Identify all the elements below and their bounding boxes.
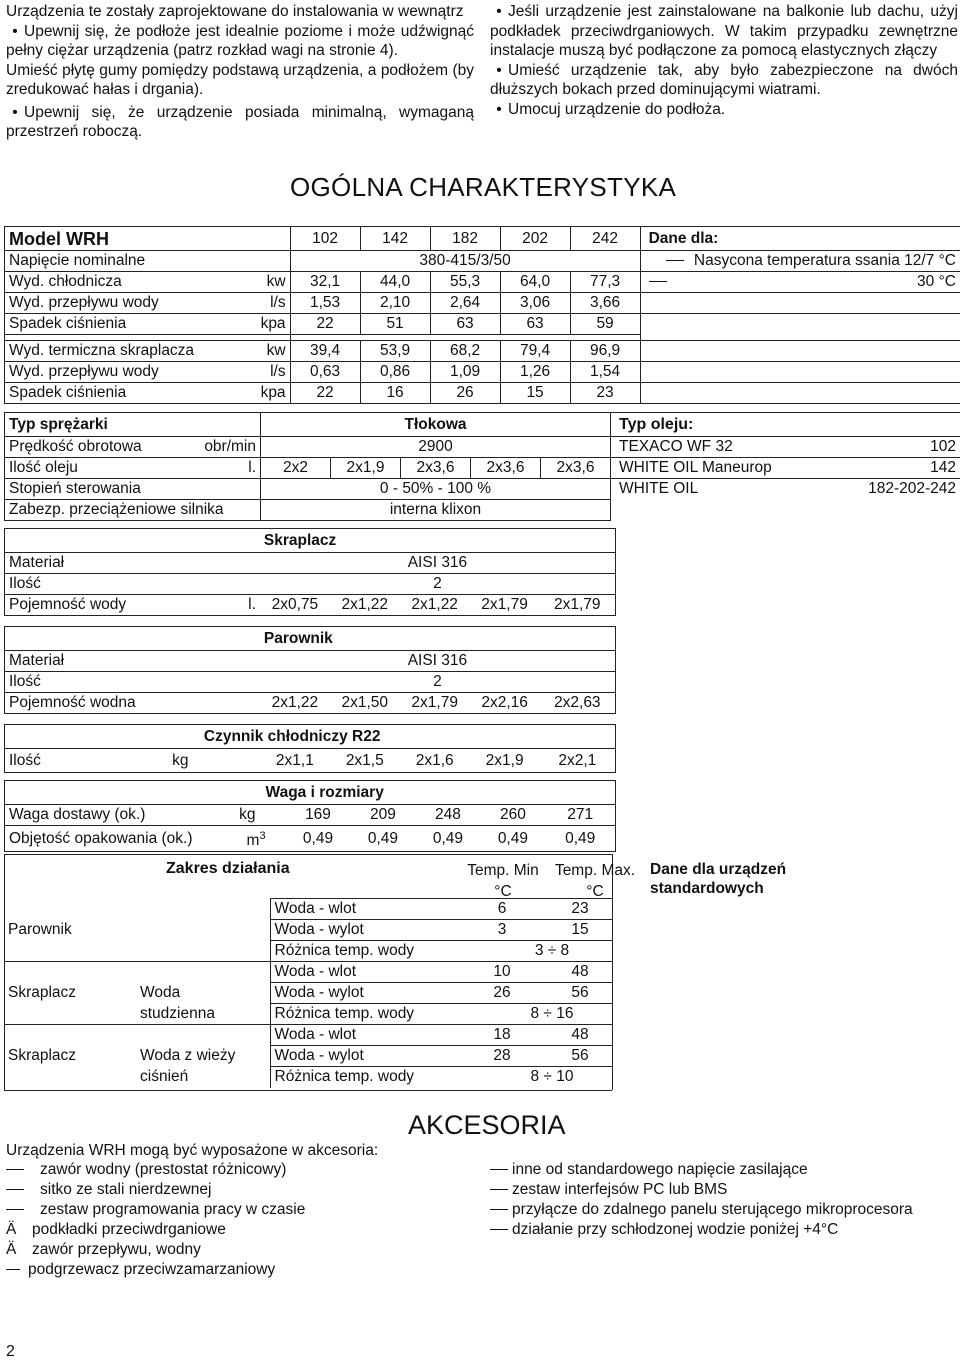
perf-value: 51	[360, 314, 430, 335]
accessory-item: przyłącze do zdalnego panelu sterującego mikroprocesora	[490, 1200, 958, 1220]
perf-value: 0,63	[290, 362, 360, 383]
accessory-item: inne od standardowego napięcie zasilające	[490, 1160, 958, 1180]
model-label: Model WRH	[5, 227, 291, 251]
intro-right-p0: • Jeśli urządzenie jest zainstalowane na balkonie lub dachu, użyj podkładek przeciwdrganiowych. W takim przypadku zewnętrzne instalacje muszą być podłączone za pomocą elastycznych złączy	[490, 2, 958, 61]
perf-value: 53,9	[360, 341, 430, 362]
voltage-row	[5, 251, 960, 272]
range-group-name: Parownik	[8, 920, 72, 938]
weights-title: Waga i rozmiary	[262, 781, 592, 805]
evaporator-title-row	[5, 627, 616, 651]
ship-weight-value: 169	[286, 805, 351, 826]
perf-value: 2,10	[360, 293, 430, 314]
pack-volume-row	[5, 826, 616, 852]
perf-label: Wyd. przepływu wody	[5, 293, 199, 314]
oil-qty-value: 2x3,6	[401, 458, 471, 479]
model-182: 182	[430, 227, 500, 251]
speed-unit: obr/min	[169, 437, 261, 458]
condenser-capacity-row	[5, 595, 616, 616]
material-label: Materiał	[5, 651, 260, 672]
protect-row	[5, 500, 960, 521]
oil-qty-label: Ilość oleju	[5, 458, 169, 479]
capacity-value: 2x2,16	[470, 693, 540, 714]
dane-dla-label: Dane dla:	[640, 227, 960, 251]
accessory-item: Ä podkładki przeciwdrganiowe	[6, 1221, 226, 1238]
oil-qty-value: 2x2	[261, 458, 331, 479]
range-min: 6	[456, 899, 548, 920]
range-row-label: Woda - wylot	[270, 1046, 456, 1067]
perf-unit: l/s	[198, 362, 290, 383]
refrigerant-qty-value: 2x1,6	[400, 749, 470, 773]
capacity-value: 2x0,75	[260, 595, 330, 616]
material-value: AISI 316	[260, 651, 616, 672]
weights-title-row	[5, 781, 616, 805]
condenser-title: Skraplacz	[260, 529, 616, 553]
perf-value: 68,2	[430, 341, 500, 362]
range-row-label: Różnica temp. wody	[270, 941, 456, 962]
capacity-value: 2x1,22	[330, 595, 400, 616]
perf-unit: l/s	[198, 293, 290, 314]
weights-table	[4, 780, 616, 852]
ship-weight-unit: kg	[197, 805, 286, 826]
ship-weight-row	[5, 805, 616, 826]
range-group-name: Skraplacz	[8, 984, 77, 1001]
perf-value: 3,06	[500, 293, 570, 314]
count-value: 2	[260, 574, 616, 595]
perf-value: 77,3	[570, 272, 640, 293]
evaporator-table	[4, 626, 616, 714]
refrigerant-qty-label: Ilość	[5, 749, 169, 773]
capacity-label: Pojemność wodna	[5, 693, 260, 714]
perf-value: 2,64	[430, 293, 500, 314]
standard-units-note: Dane dla urządzeń standardowych	[650, 861, 787, 897]
oil-qty-unit: l.	[169, 458, 261, 479]
capacity-value: 2x1,50	[330, 693, 400, 714]
perf-row-4	[5, 362, 960, 383]
model-header-row	[5, 227, 960, 251]
perf-value: 1,09	[430, 362, 500, 383]
range-row-label: Woda - wylot	[270, 920, 456, 941]
refrigerant-qty-value: 2x1,9	[470, 749, 540, 773]
ship-weight-value: 248	[415, 805, 480, 826]
range-row	[4, 983, 612, 1004]
ship-weight-value: 271	[545, 805, 615, 826]
control-value: 0 - 50% - 100 %	[261, 479, 611, 500]
ship-weight-value: 260	[480, 805, 545, 826]
perf-value: 22	[290, 383, 360, 404]
condenser-title-row	[5, 529, 616, 553]
intro-left-p3: • Upewnij się, że urządzenie posiada minimalną, wymaganą przestrzeń roboczą.	[6, 103, 474, 142]
perf-label: Wyd. termiczna skraplacza	[5, 341, 199, 362]
refrigerant-table	[4, 724, 616, 773]
perf-label: Spadek ciśnienia	[5, 383, 199, 404]
range-row	[4, 1046, 612, 1067]
intro-left-p1: • Upewnij się, że podłoże jest idealnie poziome i może udźwignąć pełny ciężar urządzenia (patrz rozkład wagi na stronie 4).	[6, 22, 474, 61]
oil-models: 142	[821, 458, 960, 479]
refrigerant-title: Czynnik chłodniczy R22	[204, 725, 560, 749]
intro-left-p2: Umieść płytę gumy pomiędzy podstawą urządzenia, a podłożem (by zredukować hałas i drgania).	[6, 61, 474, 98]
range-row-label: Woda - wlot	[270, 962, 456, 983]
oil-type-label: Typ oleju:	[611, 413, 960, 437]
range-span: 8 ÷ 16	[456, 1004, 612, 1025]
evaporator-material-row	[5, 651, 616, 672]
oil-qty-value: 2x3,6	[471, 458, 541, 479]
material-label: Materiał	[5, 553, 260, 574]
pack-volume-value: 0,49	[350, 826, 415, 852]
performance-table	[4, 226, 960, 404]
model-102: 102	[290, 227, 360, 251]
perf-value: 64,0	[500, 272, 570, 293]
intro-left-column	[6, 2, 474, 142]
perf-value: 44,0	[360, 272, 430, 293]
perf-value: 96,9	[570, 341, 640, 362]
compressor-type-value: Tłokowa	[261, 413, 611, 437]
range-row-label: Różnica temp. wody	[270, 1004, 456, 1025]
accessory-item: sitko ze stali nierdzewnej	[6, 1180, 476, 1200]
perf-label: Wyd. chłodnicza	[5, 272, 199, 293]
count-label: Ilość	[5, 672, 260, 693]
accessory-item: działanie przy schłodzonej wodzie poniżej +4°C	[490, 1220, 958, 1240]
pack-volume-value: 0,49	[286, 826, 351, 852]
range-min: 26	[456, 983, 548, 1004]
count-value: 2	[260, 672, 616, 693]
accessory-item: podgrzewacz przeciwzamarzaniowy	[6, 1260, 476, 1280]
perf-label: Wyd. przepływu wody	[5, 362, 199, 383]
perf-value: 3,66	[570, 293, 640, 314]
evaporator-capacity-row	[5, 693, 616, 714]
pack-volume-value: 0,49	[415, 826, 480, 852]
range-span: 3 ÷ 8	[456, 941, 612, 962]
capacity-value: 2x1,79	[470, 595, 540, 616]
oil-qty-value: 2x3,6	[541, 458, 611, 479]
capacity-label: Pojemność wody	[5, 595, 169, 616]
refrigerant-title-row	[5, 725, 616, 749]
accessory-item: Ä zawór przepływu, wodny	[6, 1241, 201, 1258]
capacity-value: 2x1,22	[400, 595, 470, 616]
perf-value: 26	[430, 383, 500, 404]
model-202: 202	[500, 227, 570, 251]
perf-value: 1,53	[290, 293, 360, 314]
perf-value: 32,1	[290, 272, 360, 293]
section-title-general: OGÓLNA CHARAKTERYSTYKA	[290, 172, 677, 202]
perf-row-1	[5, 293, 960, 314]
oil-name: WHITE OIL	[611, 479, 821, 500]
accessory-item: zestaw interfejsów PC lub BMS	[490, 1180, 958, 1200]
range-max: 15	[548, 920, 612, 941]
refrigerant-qty-row	[5, 749, 616, 773]
oil-name: TEXACO WF 32	[611, 437, 821, 458]
operating-range-table	[4, 898, 612, 1088]
perf-value: 1,26	[500, 362, 570, 383]
range-group-sub: ciśnień	[140, 1068, 189, 1085]
compressor-table	[4, 412, 960, 521]
range-row-label: Woda - wlot	[270, 899, 456, 920]
model-142: 142	[360, 227, 430, 251]
perf-value: 63	[500, 314, 570, 335]
oil-qty-row	[5, 458, 960, 479]
protect-label: Zabezp. przeciążeniowe silnika	[5, 500, 261, 521]
tmin-header: Temp. Min °C	[467, 862, 539, 900]
perf-label: Spadek ciśnienia	[5, 314, 199, 335]
range-row-label: Woda - wlot	[270, 1025, 456, 1046]
perf-value: 0,86	[360, 362, 430, 383]
control-row	[5, 479, 960, 500]
range-row-label: Woda - wylot	[270, 983, 456, 1004]
perf-unit: kpa	[198, 314, 290, 335]
range-max: 48	[548, 962, 612, 983]
voltage-label: Napięcie nominalne	[5, 251, 291, 272]
accessory-item: zestaw programowania pracy w czasie	[6, 1200, 476, 1220]
perf-unit: kpa	[198, 383, 290, 404]
range-min: 28	[456, 1046, 548, 1067]
range-row	[4, 1025, 612, 1046]
capacity-value: 2x1,79	[400, 693, 470, 714]
model-242: 242	[570, 227, 640, 251]
range-max: 48	[548, 1025, 612, 1046]
perf-value: 23	[570, 383, 640, 404]
perf-value: 63	[430, 314, 500, 335]
range-row	[4, 1067, 612, 1088]
range-row	[4, 962, 612, 983]
ship-weight-value: 209	[350, 805, 415, 826]
oil-models: 102	[821, 437, 960, 458]
range-bottom-rule	[4, 1090, 612, 1091]
oil-name: WHITE OIL Maneurop	[611, 458, 821, 479]
accessories-list-right	[490, 1160, 958, 1240]
range-min: 3	[456, 920, 548, 941]
intro-right-p2: • Umocuj urządzenie do podłoża.	[490, 100, 958, 120]
range-group-sub: Woda	[140, 984, 181, 1001]
intro-right-p1: • Umieść urządzenie tak, aby było zabezpieczone na dwóch dłuższych bokach przed dominującymi wiatrami.	[490, 61, 958, 100]
ship-weight-label: Waga dostawy (ok.)	[5, 805, 197, 826]
oil-models: 182-202-242	[821, 479, 960, 500]
refrigerant-qty-unit: kg	[168, 749, 260, 773]
capacity-unit: l.	[168, 595, 260, 616]
range-row	[4, 1004, 612, 1025]
protect-value: interna klixon	[261, 500, 611, 521]
range-max: 23	[548, 899, 612, 920]
capacity-value: 2x1,79	[540, 595, 616, 616]
compressor-type-label: Typ sprężarki	[5, 413, 261, 437]
speed-value: 2900	[261, 437, 611, 458]
accessories-intro: Urządzenia WRH mogą być wyposażone w akcesoria:	[6, 1142, 379, 1159]
perf-value: 1,54	[570, 362, 640, 383]
tmax-header: Temp. Max. °C	[554, 862, 636, 900]
perf-value: 22	[290, 314, 360, 335]
speed-row	[5, 437, 960, 458]
range-group-sub: Woda z wieży	[140, 1047, 236, 1064]
accessories-title: AKCESORIA	[408, 1110, 566, 1140]
pack-volume-value: 0,49	[480, 826, 545, 852]
control-label: Stopień sterowania	[5, 479, 261, 500]
voltage-value: 380-415/3/50	[290, 251, 640, 272]
range-max: 56	[548, 983, 612, 1004]
range-group-name: Skraplacz	[8, 1047, 77, 1064]
perf-value: 15	[500, 383, 570, 404]
range-title: Zakres działania	[166, 860, 290, 877]
page-number: 2	[6, 1343, 15, 1360]
note-suction-temp: Nasycona temperatura ssania 12/7 °C	[640, 251, 960, 272]
perf-value: 39,4	[290, 341, 360, 362]
note-condensing-temp: 30 °C	[640, 272, 960, 293]
perf-row-5	[5, 383, 960, 404]
perf-row-2	[5, 314, 960, 335]
perf-value: 55,3	[430, 272, 500, 293]
perf-value: 79,4	[500, 341, 570, 362]
capacity-value: 2x1,22	[260, 693, 330, 714]
range-group-sub: studzienna	[140, 1004, 215, 1022]
pack-volume-unit: $m^3$	[197, 826, 286, 852]
pack-volume-value: 0,49	[545, 826, 615, 852]
range-min: 18	[456, 1025, 548, 1046]
speed-label: Prędkość obrotowa	[5, 437, 169, 458]
refrigerant-qty-value: 2x1,1	[260, 749, 330, 773]
perf-unit: kw	[198, 272, 290, 293]
range-row-label: Różnica temp. wody	[270, 1067, 456, 1088]
evaporator-title: Parownik	[260, 627, 616, 651]
range-row	[4, 899, 612, 920]
accessory-item: zawór wodny (prestostat różnicowy)	[6, 1160, 476, 1180]
range-min: 10	[456, 962, 548, 983]
perf-row-0	[5, 272, 960, 293]
accessories-list-left	[6, 1160, 476, 1280]
compressor-type-row	[5, 413, 960, 437]
pack-volume-label: Objętość opakowania (ok.)	[5, 826, 197, 852]
perf-value: 59	[570, 314, 640, 335]
intro-left-p0: Urządzenia te zostały zaprojektowane do instalowania w wewnątrz	[6, 3, 464, 20]
range-top-rule	[4, 854, 612, 855]
count-label: Ilość	[5, 574, 260, 595]
evaporator-count-row	[5, 672, 616, 693]
intro-right-column	[490, 2, 958, 119]
perf-row-3	[5, 341, 960, 362]
capacity-value: 2x2,63	[540, 693, 616, 714]
refrigerant-qty-value: 2x2,1	[540, 749, 616, 773]
oil-qty-value: 2x1,9	[331, 458, 401, 479]
range-max: 56	[548, 1046, 612, 1067]
condenser-material-row	[5, 553, 616, 574]
range-span: 8 ÷ 10	[456, 1067, 612, 1088]
condenser-table	[4, 528, 616, 616]
condenser-count-row	[5, 574, 616, 595]
perf-value: 16	[360, 383, 430, 404]
refrigerant-qty-value: 2x1,5	[330, 749, 400, 773]
material-value: AISI 316	[260, 553, 616, 574]
perf-unit: kw	[198, 341, 290, 362]
